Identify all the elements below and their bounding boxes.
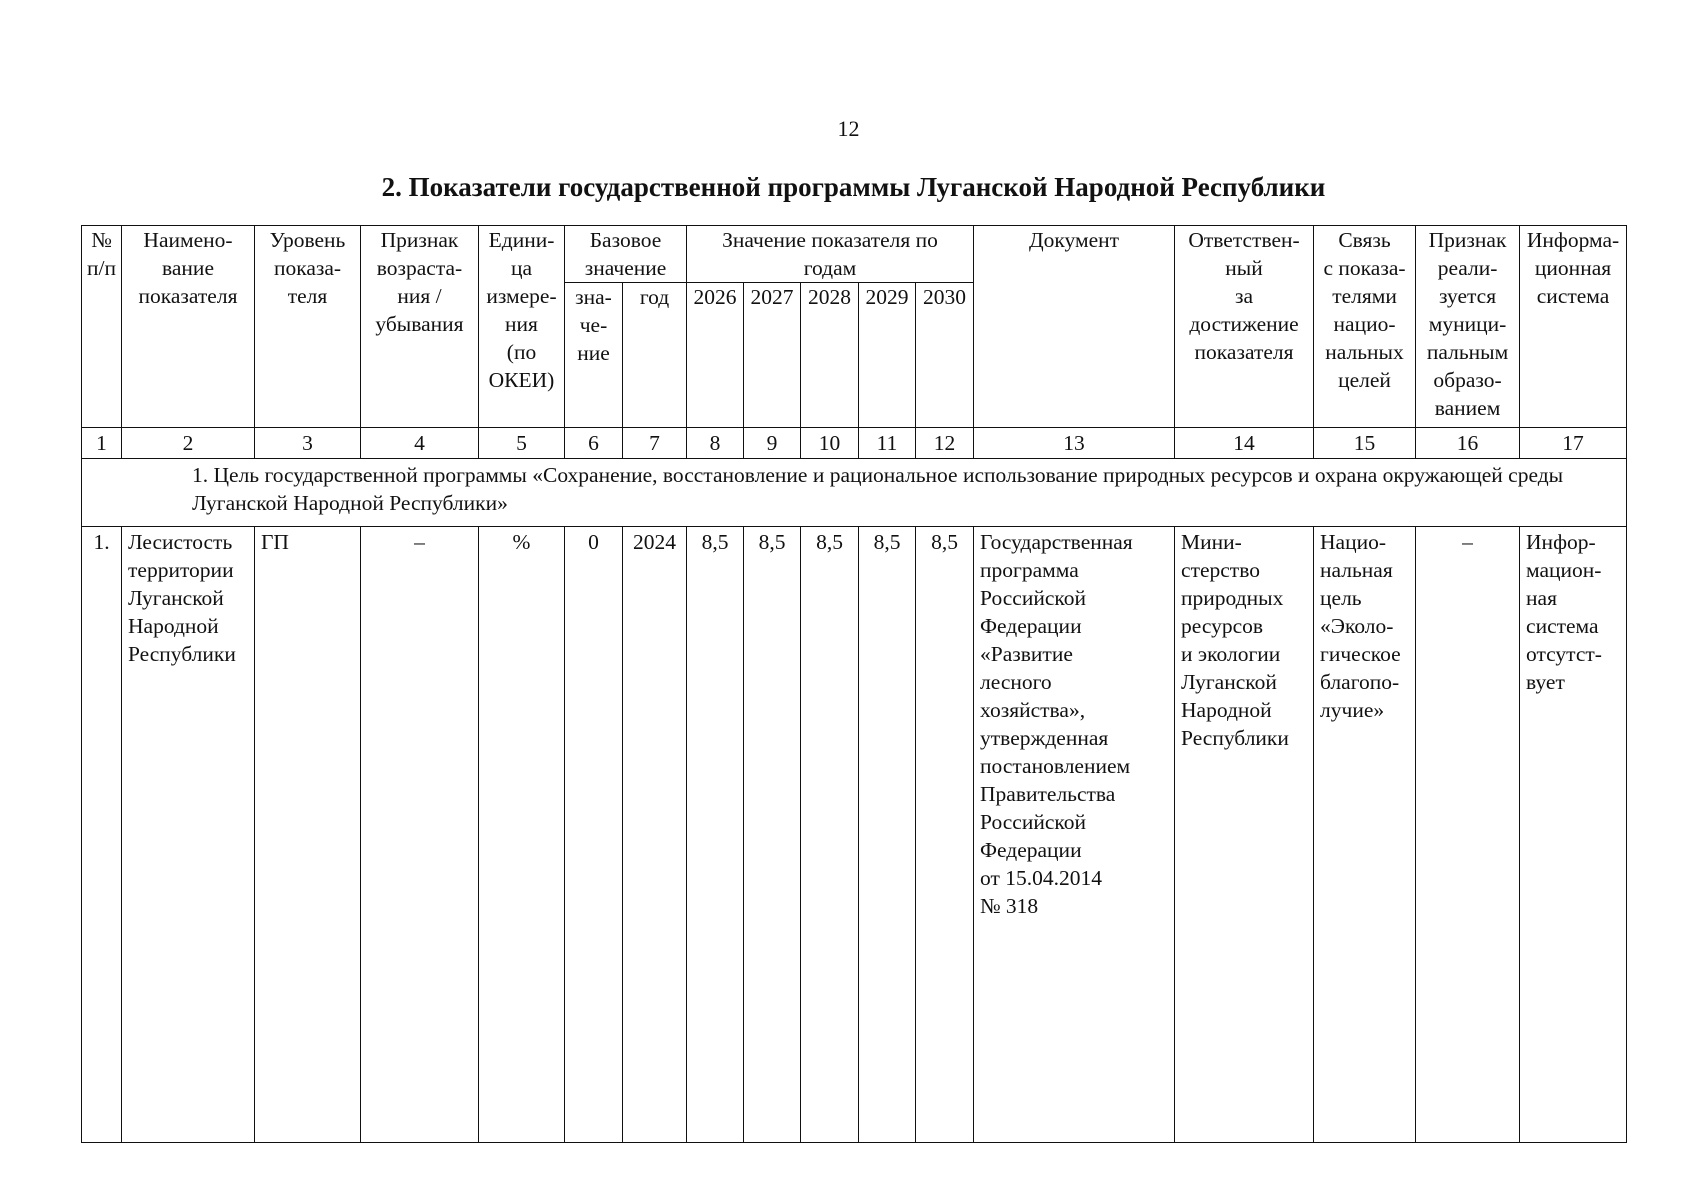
row-trend: –: [361, 527, 479, 1143]
column-number: 3: [255, 428, 361, 459]
header-year-2029: 2029: [859, 283, 916, 428]
column-number: 9: [744, 428, 801, 459]
header-trend: Признак возраста- ния / убывания: [361, 226, 479, 428]
goal-text: 1. Цель государственной программы «Сохранение, восстановление и рациональное использование природных ресурсов и охрана окружающей среды Луганской Народной Республики»: [82, 459, 1627, 527]
column-number: 2: [122, 428, 255, 459]
row-value-2029: 8,5: [859, 527, 916, 1143]
row-value-2030: 8,5: [916, 527, 974, 1143]
column-number: 16: [1416, 428, 1520, 459]
row-value-2027: 8,5: [744, 527, 801, 1143]
header-by-years: Значение показателя по годам: [687, 226, 974, 283]
header-num: № п/п: [82, 226, 122, 428]
column-number: 6: [565, 428, 623, 459]
header-unit: Едини- ца измере- ния (по ОКЕИ): [479, 226, 565, 428]
row-info-system: Инфор- мацион- ная система отсутст- вует: [1520, 527, 1627, 1143]
goal-row: [82, 459, 1627, 527]
row-base-value: 0: [565, 527, 623, 1143]
indicators-table: [81, 225, 1627, 1143]
column-number: 15: [1314, 428, 1416, 459]
header-document: Документ: [974, 226, 1175, 428]
row-base-year: 2024: [623, 527, 687, 1143]
column-number: 4: [361, 428, 479, 459]
column-numbers-row: [82, 428, 1627, 459]
header-base: Базовое значение: [565, 226, 687, 283]
row-link: Нацио- нальная цель «Эколо- гическое благопо- лучие»: [1314, 527, 1416, 1143]
column-number: 13: [974, 428, 1175, 459]
header-level: Уровень показа- теля: [255, 226, 361, 428]
row-level: ГП: [255, 527, 361, 1143]
header-base-value: зна- че- ние: [565, 283, 623, 428]
header-responsible: Ответствен- ный за достижение показателя: [1175, 226, 1314, 428]
header-year-2027: 2027: [744, 283, 801, 428]
header-name: Наимено- вание показателя: [122, 226, 255, 428]
row-value-2026: 8,5: [687, 527, 744, 1143]
row-value-2028: 8,5: [801, 527, 859, 1143]
row-unit: %: [479, 527, 565, 1143]
header-year-2030: 2030: [916, 283, 974, 428]
column-number: 1: [82, 428, 122, 459]
column-number: 17: [1520, 428, 1627, 459]
page-number: 12: [837, 116, 860, 141]
header-municipal: Признак реали- зуется муници- пальным образо- ванием: [1416, 226, 1520, 428]
row-municipal: –: [1416, 527, 1520, 1143]
header-year-2028: 2028: [801, 283, 859, 428]
header-info-system: Информа- ционная система: [1520, 226, 1627, 428]
column-number: 11: [859, 428, 916, 459]
header-base-year: год: [623, 283, 687, 428]
document-title: 2. Показатели государственной программы Луганской Народной Республики: [381, 172, 1326, 202]
column-number: 8: [687, 428, 744, 459]
header-year-2026: 2026: [687, 283, 744, 428]
row-num: 1.: [82, 527, 122, 1143]
column-number: 14: [1175, 428, 1314, 459]
row-name: Лесистость территории Луганской Народной Республики: [122, 527, 255, 1143]
row-document: Государственная программа Российской Федерации «Развитие лесного хозяйства», утвержденная постановлением Правительства Российской Федерации от 15.04.2014 № 318: [974, 527, 1175, 1143]
column-number: 5: [479, 428, 565, 459]
table-row: [82, 527, 1627, 1143]
header-row: [82, 226, 1627, 283]
row-responsible: Мини- стерство природных ресурсов и экологии Луганской Народной Республики: [1175, 527, 1314, 1143]
header-link: Связь с показа- телями нацио- нальных целей: [1314, 226, 1416, 428]
column-number: 12: [916, 428, 974, 459]
column-number: 7: [623, 428, 687, 459]
column-number: 10: [801, 428, 859, 459]
